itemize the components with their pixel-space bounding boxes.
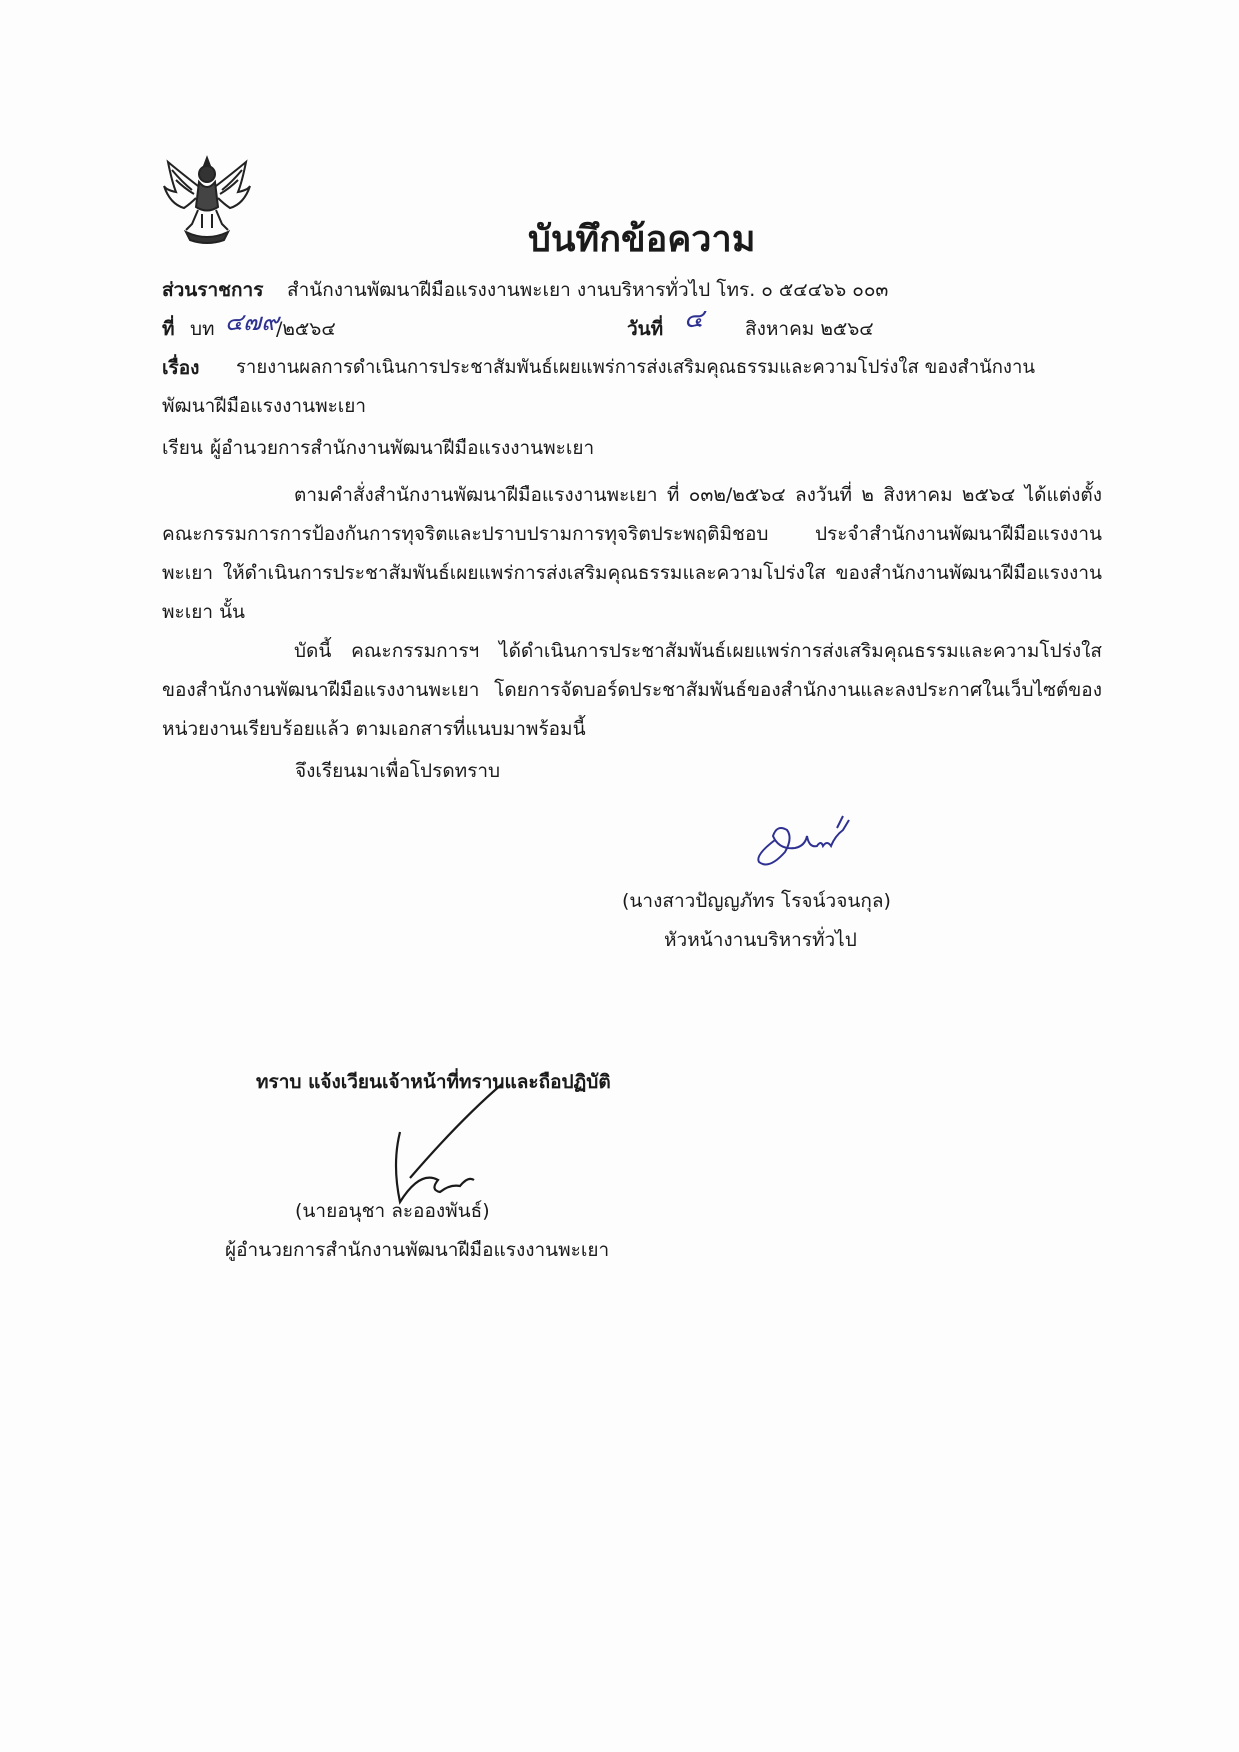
signature-1-image — [745, 800, 865, 870]
subject-line2: พัฒนาฝีมือแรงงานพะเยา — [162, 395, 367, 417]
agency-value: สำนักงานพัฒนาฝีมือแรงงานพะเยา งานบริหารทั่วไป โทร. ๐ ๕๔๔๖๖ ๐๐๓ — [287, 279, 889, 301]
paragraph-1-text: ตามคำสั่งสำนักงานพัฒนาฝีมือแรงงานพะเยา ที่ ๐๓๒/๒๕๖๔ ลงวันที่ ๒ สิงหาคม ๒๕๖๔ ได้แต่งตั้งคณะกรรมการการป้องกันการทุจริตและปราบปรามการทุจริตประพฤติมิชอบ ประจำสำนักงานพัฒนาฝีมือแรงงานพะเยา ให้ดำเนินการประชาสัมพันธ์เผยแพร่การส่งเสริมคุณธรรมและความโปร่งใส ของสำนักงานพัฒนาฝีมือแรงงานพะเยา นั้น — [162, 484, 1102, 623]
paragraph-2-text: บัดนี้ คณะกรรมการฯ ได้ดำเนินการประชาสัมพันธ์เผยแพร่การส่งเสริมคุณธรรมและความโปร่งใส ของสำนักงานพัฒนาฝีมือแรงงานพะเยา โดยการจัดบอร์ดประชาสัมพันธ์ของสำนักงานและลงประกาศในเว็บไซต์ของหน่วยงานเรียบร้อยแล้ว ตามเอกสารที่แนบมาพร้อมนี้ — [162, 640, 1102, 740]
ref-label: ที่ — [162, 318, 175, 340]
date-day-handwritten: ๔ — [684, 304, 704, 334]
ref-prefix: บท — [190, 318, 215, 340]
closing-text: จึงเรียนมาเพื่อโปรดทราบ — [295, 760, 501, 782]
ref-number-handwritten: ๔๗๙ — [225, 308, 279, 336]
signature-1-name: (นางสาวปัญญภัทร โรจน์วจนกุล) — [622, 890, 891, 912]
signature-1-position: หัวหน้างานบริหารทั่วไป — [664, 929, 857, 951]
body-paragraph-2 — [162, 632, 1102, 749]
salutation-label: เรียน — [162, 437, 203, 459]
garuda-emblem-icon — [162, 152, 252, 247]
date-month-year: สิงหาคม ๒๕๖๔ — [745, 318, 874, 340]
ref-suffix: /๒๕๖๔ — [276, 318, 336, 340]
subject-line1: รายงานผลการดำเนินการประชาสัมพันธ์เผยแพร่การส่งเสริมคุณธรรมและความโปร่งใส ของสำนักงาน — [236, 357, 1035, 378]
page-title: บันทึกข้อความ — [528, 219, 756, 260]
endorsement-position: ผู้อำนวยการสำนักงานพัฒนาฝีมือแรงงานพะเยา — [225, 1239, 610, 1261]
date-label: วันที่ — [627, 318, 664, 340]
endorsement-note: ทราบ แจ้งเวียนเจ้าหน้าที่ทราบและถือปฏิบัติ — [256, 1071, 611, 1093]
body-paragraph-1 — [162, 476, 1102, 632]
subject-label: เรื่อง — [162, 357, 200, 379]
agency-label: ส่วนราชการ — [162, 279, 264, 301]
salutation-value: ผู้อำนวยการสำนักงานพัฒนาฝีมือแรงงานพะเยา — [210, 437, 595, 459]
endorsement-name: (นายอนุชา ละอองพันธ์) — [295, 1200, 490, 1222]
signature-2-image — [380, 1080, 510, 1210]
